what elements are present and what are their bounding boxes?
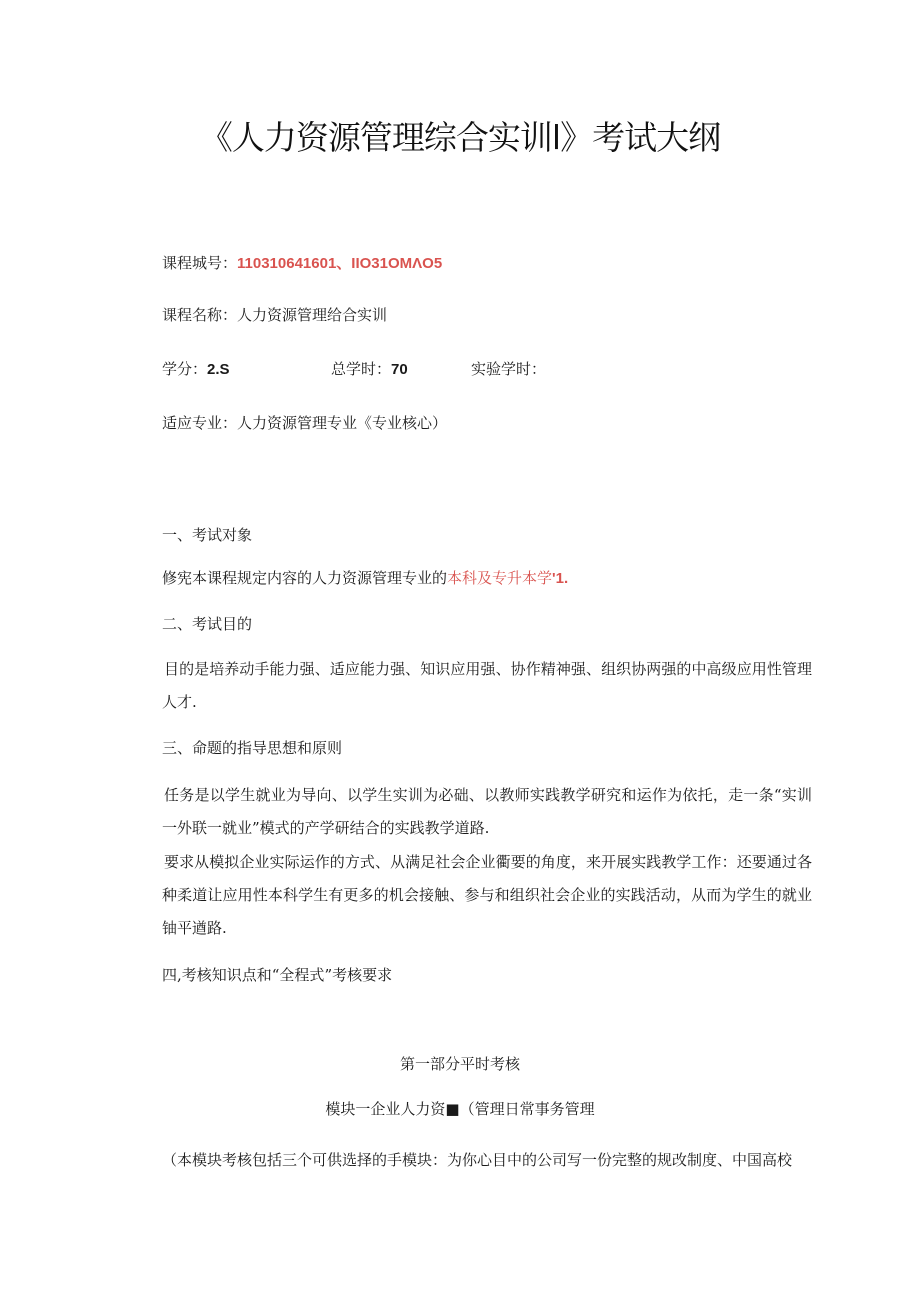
course-name-label: 课程名称： (162, 306, 238, 324)
course-code-row (162, 253, 442, 274)
section-2-heading: 二、考试目的 (162, 615, 253, 633)
page-title: 《人力资源管理综合实训l》考试大纲 (199, 118, 721, 157)
course-name-row (162, 305, 387, 325)
section-3-paragraph-2: 要求从模拟企业实际运作的方式、从满足社会企业衢要的角度，来开展实践教学工作：还要通过各种柔道让应用性本科学生有更多的机会接触、参与和组织社会企业的实践活动，从而为学生的就业铀平遒路. (162, 853, 812, 937)
section-1-text-highlight: 本科及专升本学 (447, 569, 553, 587)
course-name-value: 人力资源管理给合实训 (237, 306, 388, 324)
course-code-value: 110310641601、IIO31OMΛO5 (237, 255, 443, 272)
major-value: 人力资源管理专业《专业核心） (237, 414, 448, 432)
credit-value: 2.S (207, 361, 230, 378)
credit-label: 学分： (162, 360, 208, 378)
section-1-text (162, 568, 568, 589)
module-heading: 模块一企业人力资■（管理日常事务管理 (325, 1100, 595, 1118)
credit-row (162, 359, 230, 380)
major-label: 适应专业： (162, 414, 238, 432)
section-4-heading: 四,考核知识点和“全程式”考核要求 (162, 966, 393, 984)
part-heading: 第一部分平时考核 (399, 1055, 520, 1073)
section-3-heading: 三、命题的指导思想和原则 (162, 739, 343, 757)
major-row (162, 413, 447, 433)
module-text: （本模块考核包括三个可供选择的手模块：为你心目中的公司写一份完整的规改制度、中国高校 (162, 1151, 793, 1169)
section-1-text-prefix: 修宪本课程规定内容的人力资源管理专业的 (162, 569, 448, 587)
lab-hours-label: 实验学时： (471, 360, 547, 378)
section-2-text: 目的是培养动手能力强、适应能力强、知识应用强、协作精神强、组织协两强的中高级应用性管理人才. (162, 660, 812, 711)
section-1-text-suffix: '1. (552, 570, 569, 587)
section-3-paragraph-1: 任务是以学生就业为导向、以学生实训为必础、以教师实践教学研究和运作为依托，走一条“实训一外联一就业”模式的产学研结合的实践教学道路. (162, 786, 812, 837)
total-hours-row (331, 359, 408, 380)
course-code-label: 课程城号： (162, 254, 238, 272)
total-hours-label: 总学时： (331, 360, 392, 378)
total-hours-value: 70 (391, 361, 408, 378)
lab-hours-row (471, 359, 546, 379)
section-1-heading: 一、考试对象 (162, 526, 253, 544)
